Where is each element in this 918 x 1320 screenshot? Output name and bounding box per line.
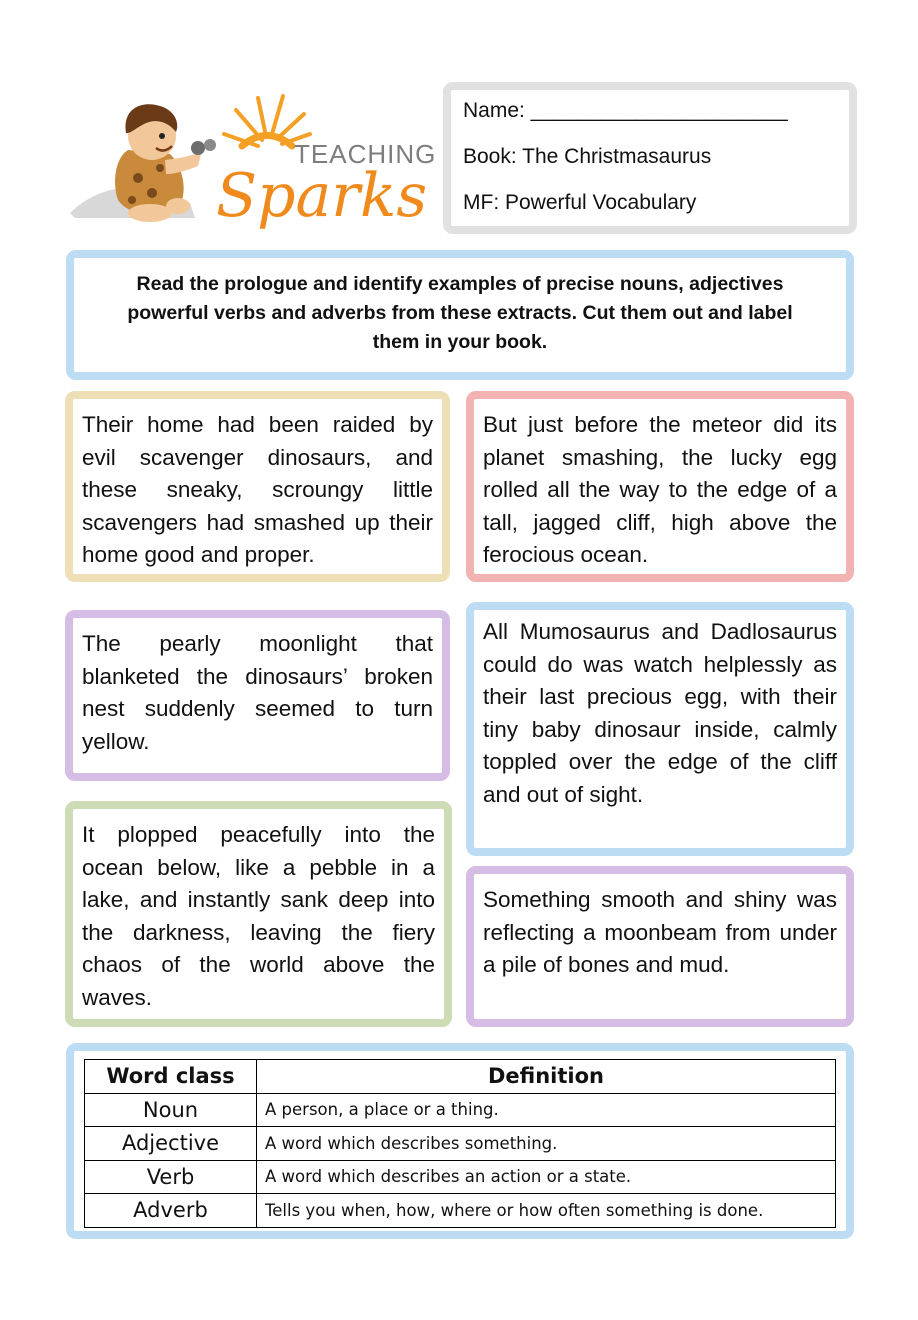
definition-cell: A word which describes something. [257,1127,836,1161]
definition-cell: Tells you when, how, where or how often something is done. [257,1194,836,1228]
extract-text: But just before the meteor did its planet smashing, the lucky egg rolled all the way to the edge of a tall, jagged cliff, high above the ferocious ocean. [483,412,837,567]
definition-cell: A person, a place or a thing. [257,1093,836,1127]
extract-card[interactable] [466,391,854,582]
extract-card[interactable] [466,866,854,1027]
extract-text: Something smooth and shiny was reflecting a moonbeam from under a pile of bones and mud. [483,887,837,977]
teaching-sparks-logo [70,88,438,236]
definition-header: Definition [257,1060,836,1094]
extract-text: The pearly moonlight that blanketed the dinosaurs’ broken nest suddenly seemed to turn yellow. [82,631,433,754]
name-field[interactable]: Name: ______________________ [463,99,788,122]
word-class-cell: Verb [85,1160,257,1194]
extract-text: All Mumosaurus and Dadlosaurus could do was watch helplessly as their last precious egg, with their tiny baby dinosaur inside, calmly toppled over the edge of the cliff and out of sight. [483,619,837,807]
extract-card[interactable] [65,391,450,582]
instructions-line-2: powerful verbs and adverbs from these extracts. Cut them out and label [127,302,793,324]
extract-card[interactable] [466,602,854,856]
instructions-line-3: them in your book. [372,331,548,353]
book-label: Book: The Christmasaurus [463,145,712,168]
word-class-cell: Adjective [85,1127,257,1161]
definition-cell: A word which describes an action or a state. [257,1160,836,1194]
table-header-row [85,1060,836,1094]
table-row [85,1093,836,1127]
instructions-text [94,270,826,357]
word-class-header: Word class [85,1060,257,1094]
student-info-box [443,82,857,234]
caveman-mascot-icon [70,88,438,236]
extract-text: Their home had been raided by evil scavenger dinosaurs, and these sneaky, scroungy little scavengers had smashed up their home good and proper. [82,412,433,567]
instructions-line-1: Read the prologue and identify examples of precise nouns, adjectives [136,273,784,295]
table-row [85,1160,836,1194]
extract-text: It plopped peacefully into the ocean below, like a pebble in a lake, and instantly sank deep into the darkness, leaving the fiery chaos of the world above the waves. [82,822,435,1010]
brand-bottom-text: Sparks [216,161,428,231]
word-class-table [84,1059,836,1228]
instructions-box [66,250,854,380]
brand-top-text: TEACHING [294,139,437,169]
mf-label: MF: Powerful Vocabulary [463,191,697,214]
word-class-cell: Noun [85,1093,257,1127]
extract-card[interactable] [65,610,450,781]
extract-card[interactable] [65,801,452,1027]
word-class-table-box [66,1043,854,1239]
table-row [85,1194,836,1228]
table-row [85,1127,836,1161]
word-class-cell: Adverb [85,1194,257,1228]
